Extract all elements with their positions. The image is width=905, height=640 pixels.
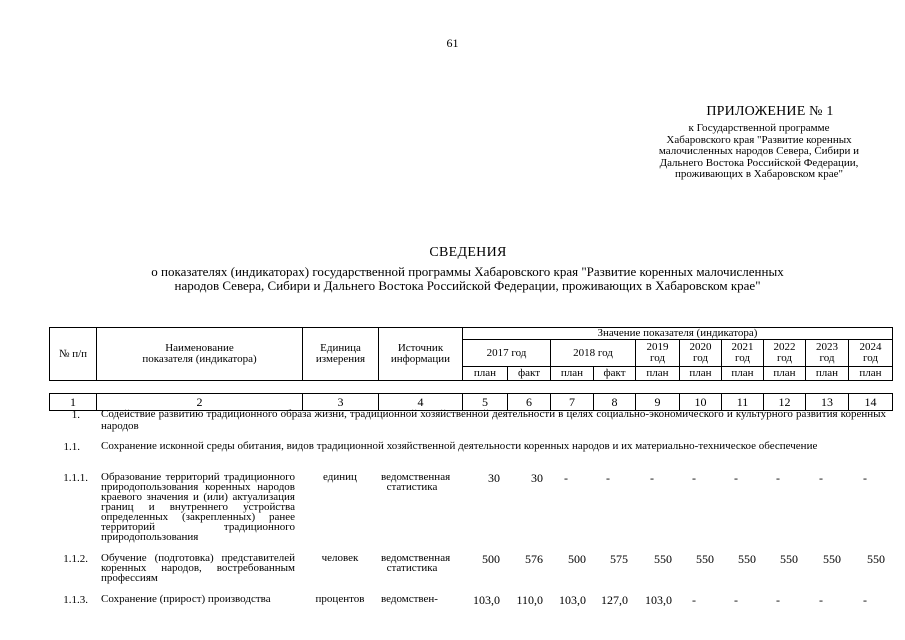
section-number: 1.1. — [63, 441, 80, 453]
document-subtitle — [70, 265, 865, 293]
row-name: Образование территорий традиционного природопользования коренных народов краевого значения и (или) актуализация границ и внутреннего устройства определенных (закрепленных) ранее территорий традиционного природопользования — [101, 471, 295, 543]
value-cell: 30 — [531, 471, 543, 485]
value-cell: 550 — [780, 552, 798, 566]
header-plan: план — [849, 367, 893, 381]
header-2018: 2018 год — [551, 340, 636, 367]
value-cell: - — [819, 471, 823, 485]
value-cell: 550 — [654, 552, 672, 566]
row-number: 1.1.1. — [63, 472, 88, 484]
row-unit: человек — [321, 552, 359, 564]
col-number: 14 — [849, 394, 893, 411]
row-unit: единиц — [323, 471, 357, 483]
header-plan: план — [463, 367, 508, 381]
col-number: 1 — [50, 394, 97, 411]
appendix-line: к Государственной программе — [688, 122, 830, 134]
header-value-group: Значение показателя (индикатора) — [463, 328, 893, 340]
header-2021: 2021 год — [722, 340, 764, 367]
row-name: Сохранение (прирост) производства — [101, 593, 271, 605]
subtitle-line: народов Севера, Сибири и Дальнего Востока Российской Федерации, проживающих в Хабаровском крае" — [174, 278, 761, 293]
subtitle-line: о показателях (индикаторах) государственной программы Хабаровского края "Развитие коренных малочисленных — [151, 264, 784, 279]
value-cell: 576 — [525, 552, 543, 566]
row-name: Обучение (подготовка) представителей коренных народов, востребованным профессиям — [101, 552, 295, 584]
appendix-caption — [628, 123, 890, 181]
value-cell: 103,0 — [559, 593, 586, 607]
value-cell: - — [863, 471, 867, 485]
value-cell: 500 — [568, 552, 586, 566]
section-number: 1. — [71, 409, 80, 421]
value-cell: 127,0 — [601, 593, 628, 607]
value-cell: - — [776, 593, 780, 607]
header-name: Наименование показателя (индикатора) — [97, 328, 303, 381]
section-text: Содействие развитию традиционного образа жизни, традиционной хозяйственной деятельности в целях социально-экономического и культурного развития коренных народов — [101, 408, 886, 432]
col-number: 3 — [303, 394, 379, 411]
col-number: 13 — [806, 394, 849, 411]
header-2017: 2017 год — [463, 340, 551, 367]
header-2023: 2023 год — [806, 340, 849, 367]
col-number: 6 — [508, 394, 551, 411]
indicator-table — [49, 327, 893, 411]
header-2022: 2022 год — [764, 340, 806, 367]
value-cell: 30 — [488, 471, 500, 485]
header-source: Источник информации — [379, 328, 463, 381]
header-unit: Единица измерения — [303, 328, 379, 381]
value-cell: - — [776, 471, 780, 485]
row-source: ведомствен- — [381, 593, 438, 605]
value-cell: 110,0 — [516, 593, 543, 607]
appendix-line: Хабаровского края "Развитие коренных — [666, 133, 852, 146]
col-number: 4 — [379, 394, 463, 411]
header-plan: план — [722, 367, 764, 381]
value-cell: - — [819, 593, 823, 607]
value-cell: - — [650, 471, 654, 485]
header-fact: факт — [508, 367, 551, 381]
col-number: 5 — [463, 394, 508, 411]
header-2024: 2024 год — [849, 340, 893, 367]
page-number: 61 — [446, 36, 459, 50]
row-source: ведомственная статистика — [381, 471, 451, 493]
value-cell: - — [564, 471, 568, 485]
header-2019: 2019 год — [636, 340, 680, 367]
col-number: 2 — [97, 394, 303, 411]
header-fact: факт — [594, 367, 636, 381]
col-number: 12 — [764, 394, 806, 411]
value-cell: 550 — [738, 552, 756, 566]
col-number: 8 — [594, 394, 636, 411]
value-cell: 550 — [696, 552, 714, 566]
value-cell: 550 — [867, 552, 885, 566]
row-unit: процентов — [315, 593, 365, 605]
appendix-line: Дальнего Востока Российской Федерации, — [659, 156, 859, 169]
header-plan: план — [551, 367, 594, 381]
header-2020: 2020 год — [680, 340, 722, 367]
value-cell: - — [863, 593, 867, 607]
header-plan: план — [806, 367, 849, 381]
value-cell: - — [692, 471, 696, 485]
value-cell: - — [692, 593, 696, 607]
row-number: 1.1.3. — [63, 594, 88, 606]
appendix-line: проживающих в Хабаровском крае" — [674, 168, 843, 180]
appendix-line: малочисленных народов Севера, Сибири и — [658, 145, 860, 157]
value-cell: 103,0 — [473, 593, 500, 607]
header-plan: план — [764, 367, 806, 381]
section-text: Сохранение исконной среды обитания, видов традиционной хозяйственной деятельности коренных народов и их материально-техническое обеспечение — [101, 440, 818, 452]
col-number: 9 — [636, 394, 680, 411]
col-number: 10 — [680, 394, 722, 411]
col-number: 7 — [551, 394, 594, 411]
header-no: № п/п — [50, 328, 97, 381]
appendix-title: ПРИЛОЖЕНИЕ № 1 — [706, 104, 834, 119]
value-cell: - — [606, 471, 610, 485]
value-cell: 103,0 — [645, 593, 672, 607]
value-cell: - — [734, 471, 738, 485]
col-number: 11 — [722, 394, 764, 411]
value-cell: 550 — [823, 552, 841, 566]
value-cell: 575 — [610, 552, 628, 566]
value-cell: - — [734, 593, 738, 607]
document-title: СВЕДЕНИЯ — [429, 245, 507, 260]
row-number: 1.1.2. — [63, 553, 88, 565]
row-source: ведомственная статистика — [381, 552, 451, 574]
header-plan: план — [636, 367, 680, 381]
header-plan: план — [680, 367, 722, 381]
value-cell: 500 — [482, 552, 500, 566]
